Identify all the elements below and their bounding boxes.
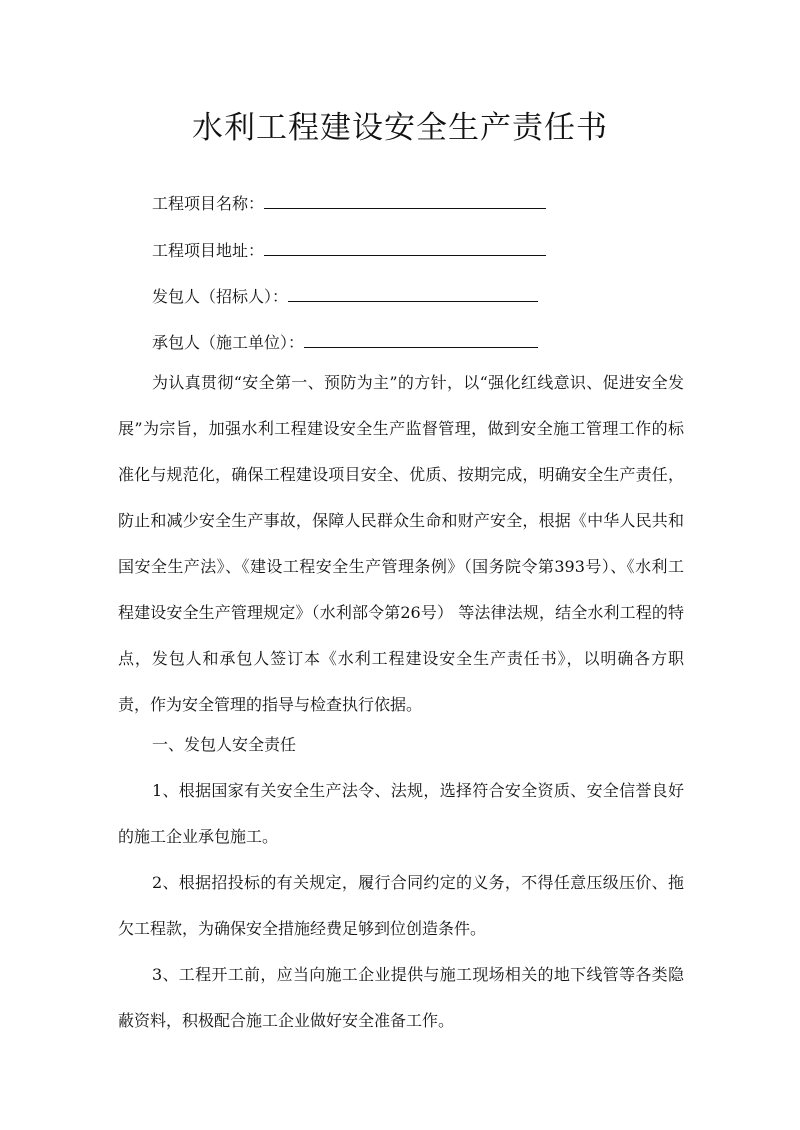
contractor-field	[152, 329, 538, 356]
contractor-blank[interactable]	[304, 329, 538, 348]
contractor-label: 承包人（施工单位）：	[152, 333, 305, 352]
employer-blank[interactable]	[288, 283, 538, 302]
responsibility-item: 2、根据招投标的有关规定，履行合同约定的义务，不得任意压级压价、拖欠工程款，为确保安全措施经费足够到位创造条件。	[118, 873, 684, 938]
responsibility-item: 1、根据国家有关安全生产法令、法规，选择符合安全资质、安全信誉良好的施工企业承包施工。	[118, 781, 684, 846]
project-name-field	[152, 190, 546, 217]
employer-field	[152, 283, 538, 310]
intro-paragraph: 为认真贯彻“安全第一、预防为主”的方针，以“强化红线意识、促进安全发展”为宗旨，加强水利工程建设安全生产监督管理，做到安全施工管理工作的标准化与规范化，确保工程建设项目安全、优质、按期完成，明确安全生产责任，防止和减少安全生产事故，保障人民群众生命和财产安全，根据《中华人民共和国安全生产法》、《建设工程安全生产管理条例》（国务院令第393号）、《水利工程建设安全生产管理规定》（水利部令第26号） 等法律法规，结全水利工程的特点，发包人和承包人签订本《水利工程建设安全生产责任书》，以明确各方职责，作为安全管理的指导与检查执行依据。	[118, 373, 684, 714]
responsibility-item: 3、工程开工前，应当向施工企业提供与施工现场相关的地下线管等各类隐蔽资料，积极配合施工企业做好安全准备工作。	[118, 965, 684, 1030]
employer-label: 发包人（招标人）：	[152, 287, 289, 306]
project-address-label: 工程项目地址：	[152, 241, 265, 260]
project-name-label: 工程项目名称：	[152, 194, 265, 213]
document-title: 水利工程建设安全生产责任书	[192, 110, 608, 146]
project-address-blank[interactable]	[264, 237, 546, 256]
project-name-blank[interactable]	[264, 190, 546, 209]
section-heading-employer-responsibility: 一、发包人安全责任	[152, 735, 297, 754]
project-address-field	[152, 237, 546, 264]
